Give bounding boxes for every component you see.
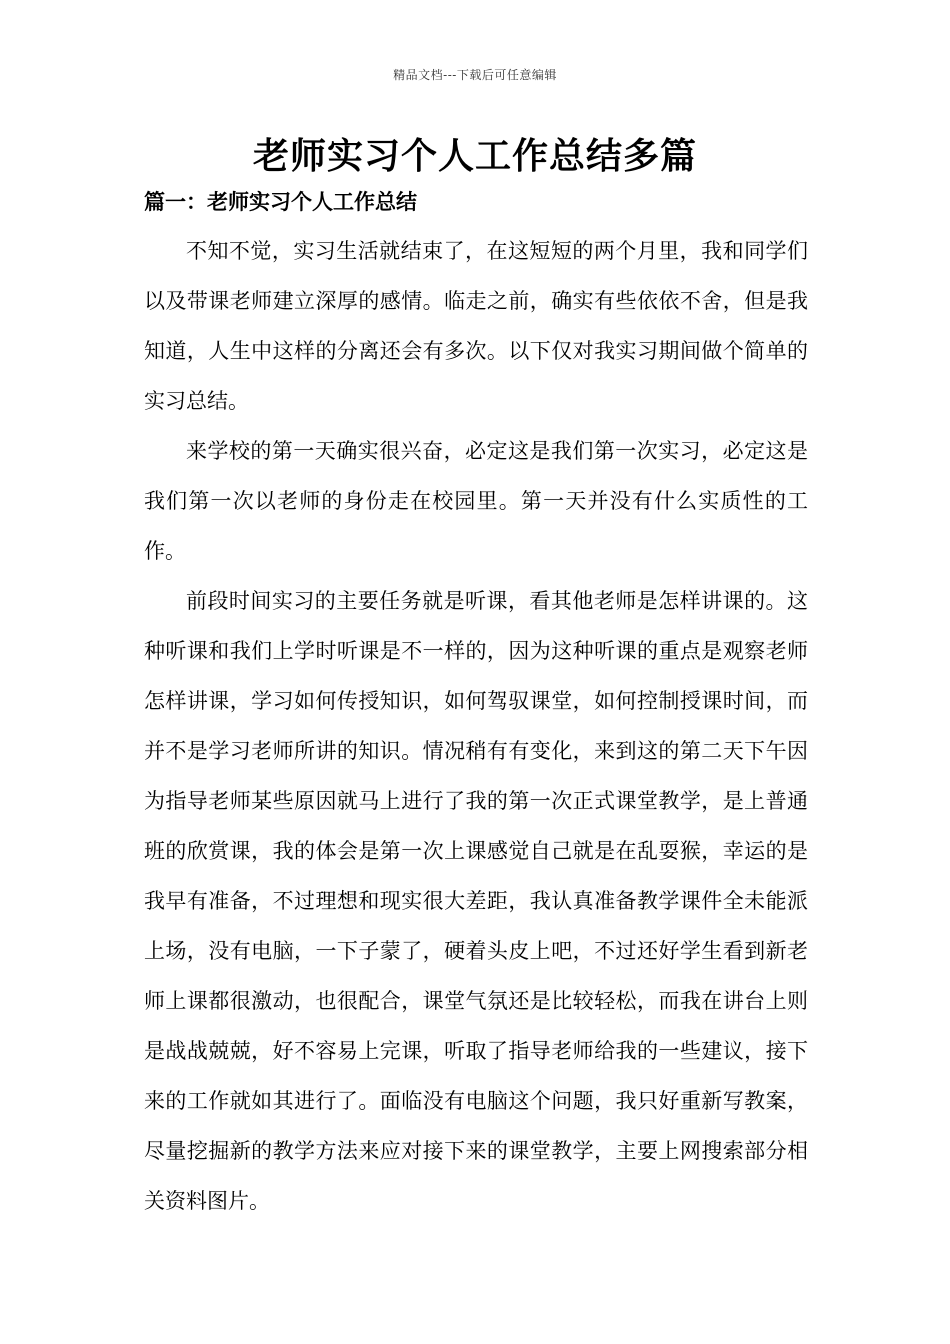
- paragraph-2: 来学校的第一天确实很兴奋，必定这是我们第一次实习，必定这是我们第一次以老师的身份走在校园里。第一天并没有什么实质性的工作。: [144, 439, 808, 563]
- document-body: [144, 226, 808, 1226]
- document-title: 老师实习个人工作总结多篇: [252, 136, 697, 177]
- paragraph-1: 不知不觉，实习生活就结束了，在这短短的两个月里，我和同学们以及带课老师建立深厚的感情。临走之前，确实有些依依不舍，但是我知道，人生中这样的分离还会有多次。以下仅对我实习期间做个简单的实习总结。: [144, 239, 808, 413]
- paragraph-3: 前段时间实习的主要任务就是听课，看其他老师是怎样讲课的。这种听课和我们上学时听课是不一样的，因为这种听课的重点是观察老师怎样讲课，学习如何传授知识，如何驾驭课堂，如何控制授课时间，而并不是学习老师所讲的知识。情况稍有有变化，来到这的第二天下午因为指导老师某些原因就马上进行了我的第一次正式课堂教学，是上普通班的欣赏课，我的体会是第一次上课感觉自己就是在乱耍猴，幸运的是我早有准备，不过理想和现实很大差距，我认真准备教学课件全未能派上场，没有电脑，一下子蒙了，硬着头皮上吧，不过还好学生看到新老师上课都很激动，也很配合，课堂气氛还是比较轻松，而我在讲台上则是战战兢兢，好不容易上完课，听取了指导老师给我的一些建议，接下来的工作就如其进行了。面临没有电脑这个问题，我只好重新写教案，尽量挖掘新的教学方法来应对接下来的课堂教学，主要上网搜索部分相关资料图片。: [144, 589, 808, 1213]
- page-header-note: 精品文档---下载后可任意编辑: [393, 68, 557, 82]
- section-heading: 篇一：老师实习个人工作总结: [144, 189, 417, 214]
